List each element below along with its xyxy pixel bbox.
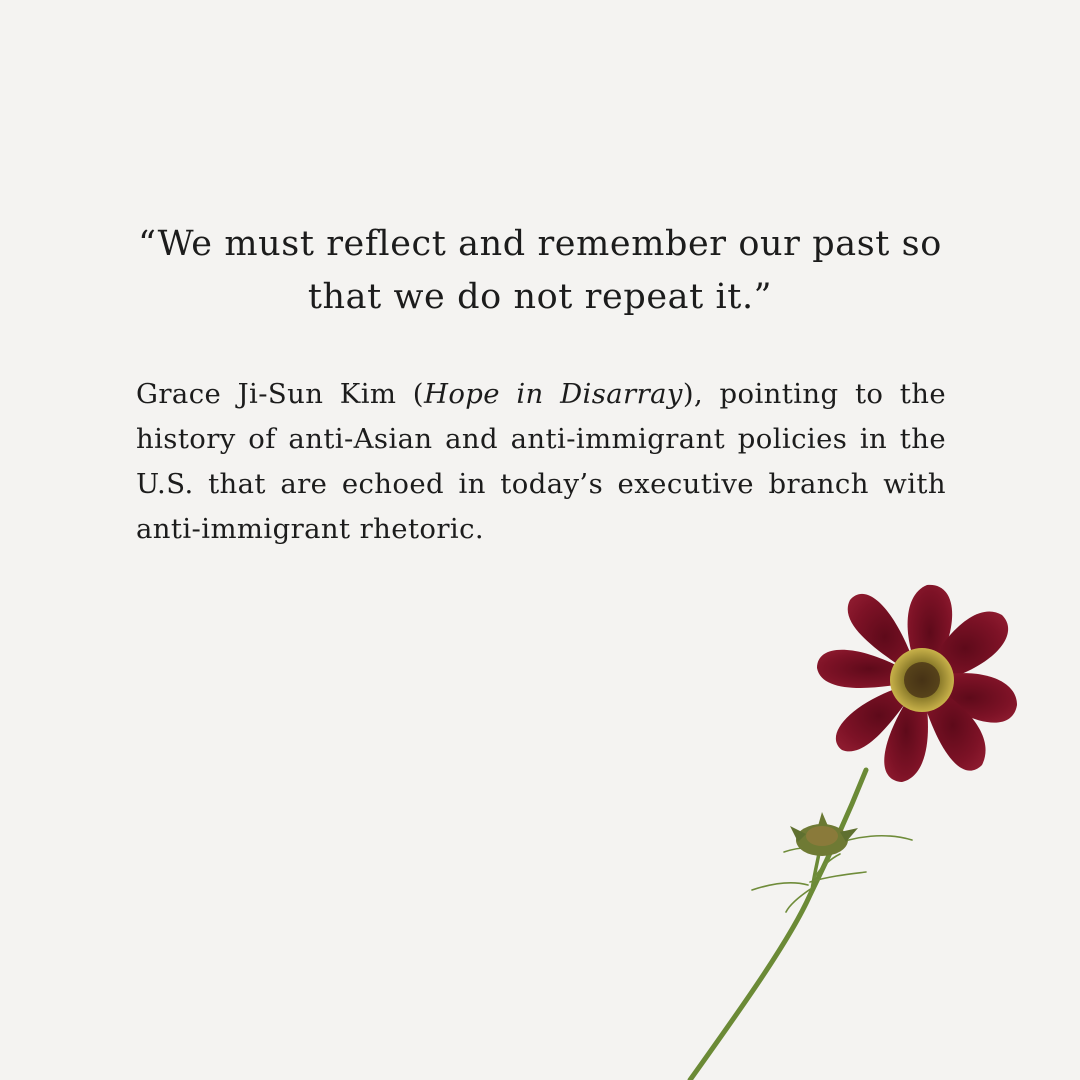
flower-head [817, 585, 1017, 782]
author-name: Grace Ji-Sun Kim [136, 378, 397, 410]
attribution-text [136, 372, 946, 552]
bud-stem [812, 848, 820, 890]
book-title: Hope in Disarray [423, 378, 683, 410]
leaves [752, 836, 912, 912]
paren-open: ( [396, 378, 424, 410]
flower-bud [790, 812, 858, 856]
flower-stem [690, 770, 866, 1080]
quote-text: “We must reflect and remember our past so that we do not repeat it.” [138, 224, 942, 317]
attribution-rest: ), pointing to the history of anti-Asian and anti-immigrant policies in the U.S. that are echoed in today’s executive branch with anti-immigrant rhetoric. [136, 378, 946, 545]
